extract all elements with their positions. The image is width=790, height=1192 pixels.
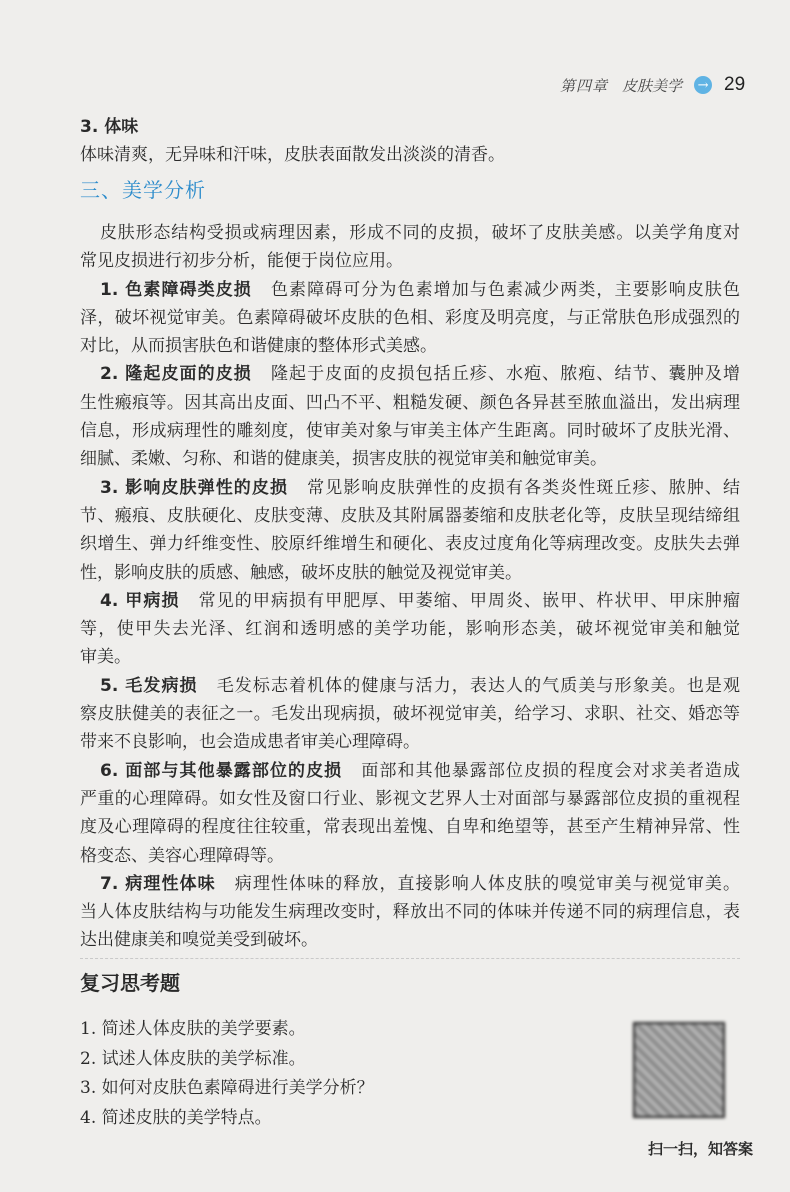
paragraph-first-line (80, 219, 740, 247)
line-text: 节、瘢痕、皮肤硬化、皮肤变薄、皮肤及其附属器萎缩和皮肤老化等，皮肤呈现结缔组 (80, 505, 740, 526)
line-text: 信息，形成病理性的雕刻度，使审美对象与审美主体产生距离。同时破坏了皮肤光滑、 (80, 421, 740, 442)
paragraph-first-line (80, 757, 740, 785)
line-text: 泽，破坏视觉审美。色素障碍破坏皮肤的色相、彩度及明亮度，与正常肤色形成强烈的 (80, 307, 740, 328)
review-question: 2. 试述人体皮肤的美学标准。 (80, 1048, 306, 1069)
paragraph-first-line (80, 870, 740, 898)
item-title: 6. 面部与其他暴露部位的皮损 (100, 760, 343, 781)
paragraph-line (80, 842, 740, 870)
paragraph-first-line (80, 672, 740, 700)
line-text: 织增生、弹力纤维变性、胶原纤维增生和硬化、表皮过度角化等病理改变。皮肤失去弹 (80, 534, 740, 555)
line-text: 毛发标志着机体的健康与活力，表达人的气质美与形象美。也是观 (215, 675, 740, 696)
review-question: 1. 简述人体皮肤的美学要素。 (80, 1019, 306, 1039)
qr-code[interactable] (633, 1022, 725, 1118)
line-text: 察皮肤健美的表征之一。毛发出现病损，破坏视觉审美，给学习、求职、社交、婚恋等 (80, 704, 740, 725)
line-text: 度及心理障碍的程度往往较重，常表现出羞愧、自卑和绝望等，甚至产生精神异常、性 (80, 817, 740, 838)
paragraph-first-line (80, 360, 740, 388)
analysis-body (80, 219, 740, 955)
line-text: 严重的心理障碍。如女性及窗口行业、影视文艺界人士对面部与暴露部位皮损的重视程 (80, 788, 740, 809)
subsection-text: 体味清爽，无异味和汗味，皮肤表面散发出淡淡的清香。 (80, 145, 505, 165)
divider (80, 958, 740, 959)
item-title: 3. 影响皮肤弹性的皮损 (100, 477, 289, 498)
page-number: 29 (724, 74, 746, 95)
paragraph-line (80, 502, 740, 530)
line-text: 常见影响皮肤弹性的皮损有各类炎性斑丘疹、脓肿、结 (306, 477, 740, 498)
paragraph-line (80, 926, 740, 954)
line-text: 格变态、美容心理障碍等。 (80, 845, 284, 866)
paragraph-first-line (80, 474, 740, 502)
line-text: 等，使甲失去光泽、红润和透明感的美学功能，影响形态美，破坏视觉审美和触觉 (80, 619, 740, 640)
line-text: 带来不良影响，也会造成患者审美心理障碍。 (80, 732, 420, 753)
arrow-right-icon: → (694, 76, 712, 94)
paragraph-line (80, 643, 740, 671)
line-text: 病理性体味的释放，直接影响人体皮肤的嗅觉审美与视觉审美。 (233, 873, 740, 894)
chapter-number: 第四章 (560, 76, 609, 95)
qr-caption: 扫一扫，知答案 (648, 1140, 754, 1158)
paragraph-line (80, 898, 740, 926)
line-text: 隆起于皮面的皮损包括丘疹、水疱、脓疱、结节、囊肿及增 (269, 364, 740, 385)
paragraph-line (80, 785, 740, 813)
paragraph-line (80, 530, 740, 558)
line-text: 对比，从而损害肤色和谐健康的整体形式美感。 (80, 336, 437, 357)
section-title: 三、美学分析 (80, 178, 206, 202)
line-text: 常见皮损进行初步分析，能便于岗位应用。 (80, 251, 403, 272)
review-question: 3. 如何对皮肤色素障碍进行美学分析？ (80, 1078, 374, 1098)
paragraph-line (80, 615, 740, 643)
chapter-title: 皮肤美学 (622, 76, 683, 95)
paragraph-line (80, 445, 740, 473)
paragraph-line (80, 417, 740, 445)
review-title: 复习思考题 (80, 971, 180, 995)
review-questions (80, 1015, 374, 1133)
review-question: 4. 简述皮肤的美学特点。 (80, 1107, 272, 1128)
paragraph-line (80, 813, 740, 841)
item-title: 7. 病理性体味 (100, 873, 216, 894)
item-title: 4. 甲病损 (100, 590, 180, 611)
paragraph-line (80, 389, 740, 417)
subsection-title: 3. 体味 (80, 117, 139, 137)
line-text: 当人体皮肤结构与功能发生病理改变时，释放出不同的体味并传递不同的病理信息，表 (80, 902, 740, 923)
item-title: 1. 色素障碍类皮损 (100, 279, 252, 300)
paragraph-first-line (80, 276, 740, 304)
paragraph-line (80, 332, 740, 360)
paragraph-line (80, 559, 740, 587)
line-text: 审美。 (80, 647, 131, 668)
line-text: 色素障碍可分为色素增加与色素减少两类，主要影响皮肤色 (269, 279, 740, 300)
paragraph-line (80, 728, 740, 756)
line-text: 皮肤形态结构受损或病理因素，形成不同的皮损，破坏了皮肤美感。以美学角度对 (100, 223, 740, 243)
page-header (560, 72, 760, 98)
line-text: 面部和其他暴露部位皮损的程度会对求美者造成 (360, 760, 740, 781)
item-title: 2. 隆起皮面的皮损 (100, 364, 252, 385)
paragraph-first-line (80, 587, 740, 615)
line-text: 达出健康美和嗅觉美受到破坏。 (80, 930, 318, 951)
line-text: 细腻、柔嫩、匀称、和谐的健康美，损害皮肤的视觉审美和触觉审美。 (80, 449, 607, 470)
paragraph-line (80, 247, 740, 275)
paragraph-line (80, 700, 740, 728)
item-title: 5. 毛发病损 (100, 675, 198, 696)
line-text: 生性瘢痕等。因其高出皮面、凹凸不平、粗糙发硬、颜色各异甚至脓血溢出，发出病理 (80, 392, 740, 413)
line-text: 常见的甲病损有甲肥厚、甲萎缩、甲周炎、嵌甲、杵状甲、甲床肿瘤 (197, 590, 740, 611)
paragraph-line (80, 304, 740, 332)
line-text: 性，影响皮肤的质感、触感，破坏皮肤的触觉及视觉审美。 (80, 562, 522, 583)
